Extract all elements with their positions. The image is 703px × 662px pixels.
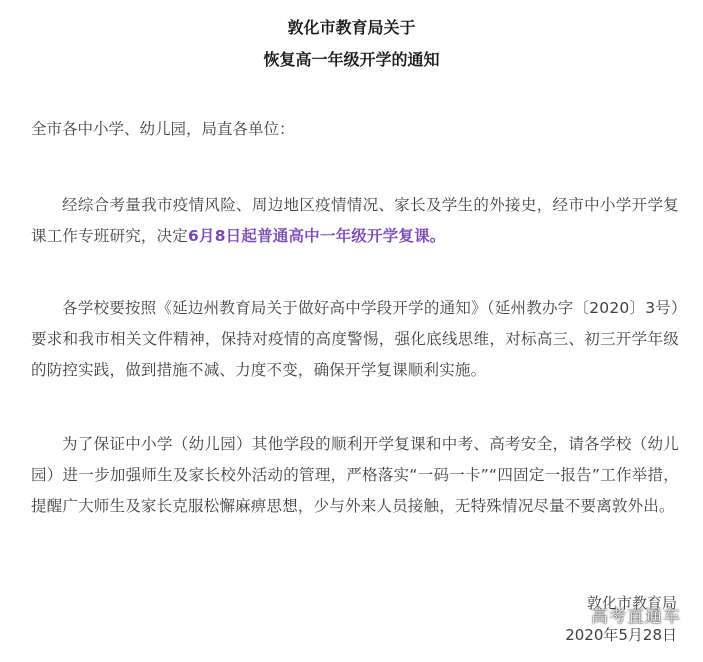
signature-date: 2020年5月28日 bbox=[565, 626, 677, 644]
paragraph-decision bbox=[31, 190, 679, 252]
salutation: 全市各中小学、幼儿园，局直各单位： bbox=[31, 120, 295, 138]
notice-title-line2: 恢复高一年级开学的通知 bbox=[263, 50, 440, 69]
signature-organization: 敦化市教育局 bbox=[586, 594, 677, 612]
paragraph-decision-text: 经综合考量我市疫情风险、周边地区疫情情况、家长及学生的外接史，经市中小学开学复课工作专班研究，决定 bbox=[31, 196, 679, 245]
paragraph-requirements: 各学校要按照《延边州教育局关于做好高中学段开学的通知》（延州教办字〔2020〕3号）要求和我市相关文件精神，保持对疫情的高度警惕，强化底线思维，对标高三、初三开学年级的防控实践，做到措施不减、力度不变，确保开学复课顺利实施。 bbox=[31, 299, 679, 379]
notice-title-line1: 敦化市教育局关于 bbox=[287, 18, 416, 37]
paragraph-safety: 为了保证中小学（幼儿园）其他学段的顺利开学复课和中考、高考安全，请各学校（幼儿园）进一步加强师生及家长校外活动的管理，严格落实“一码一卡”“四固定一报告”工作举措，提醒广大师生及家长克服松懈麻痹思想，少与外来人员接触，无特殊情况尽量不要离敦外出。 bbox=[31, 435, 679, 515]
reopening-date-highlight: 6月8日起普通高中一年级开学复课。 bbox=[188, 227, 446, 245]
watermark: 高考直通车 bbox=[591, 607, 681, 627]
